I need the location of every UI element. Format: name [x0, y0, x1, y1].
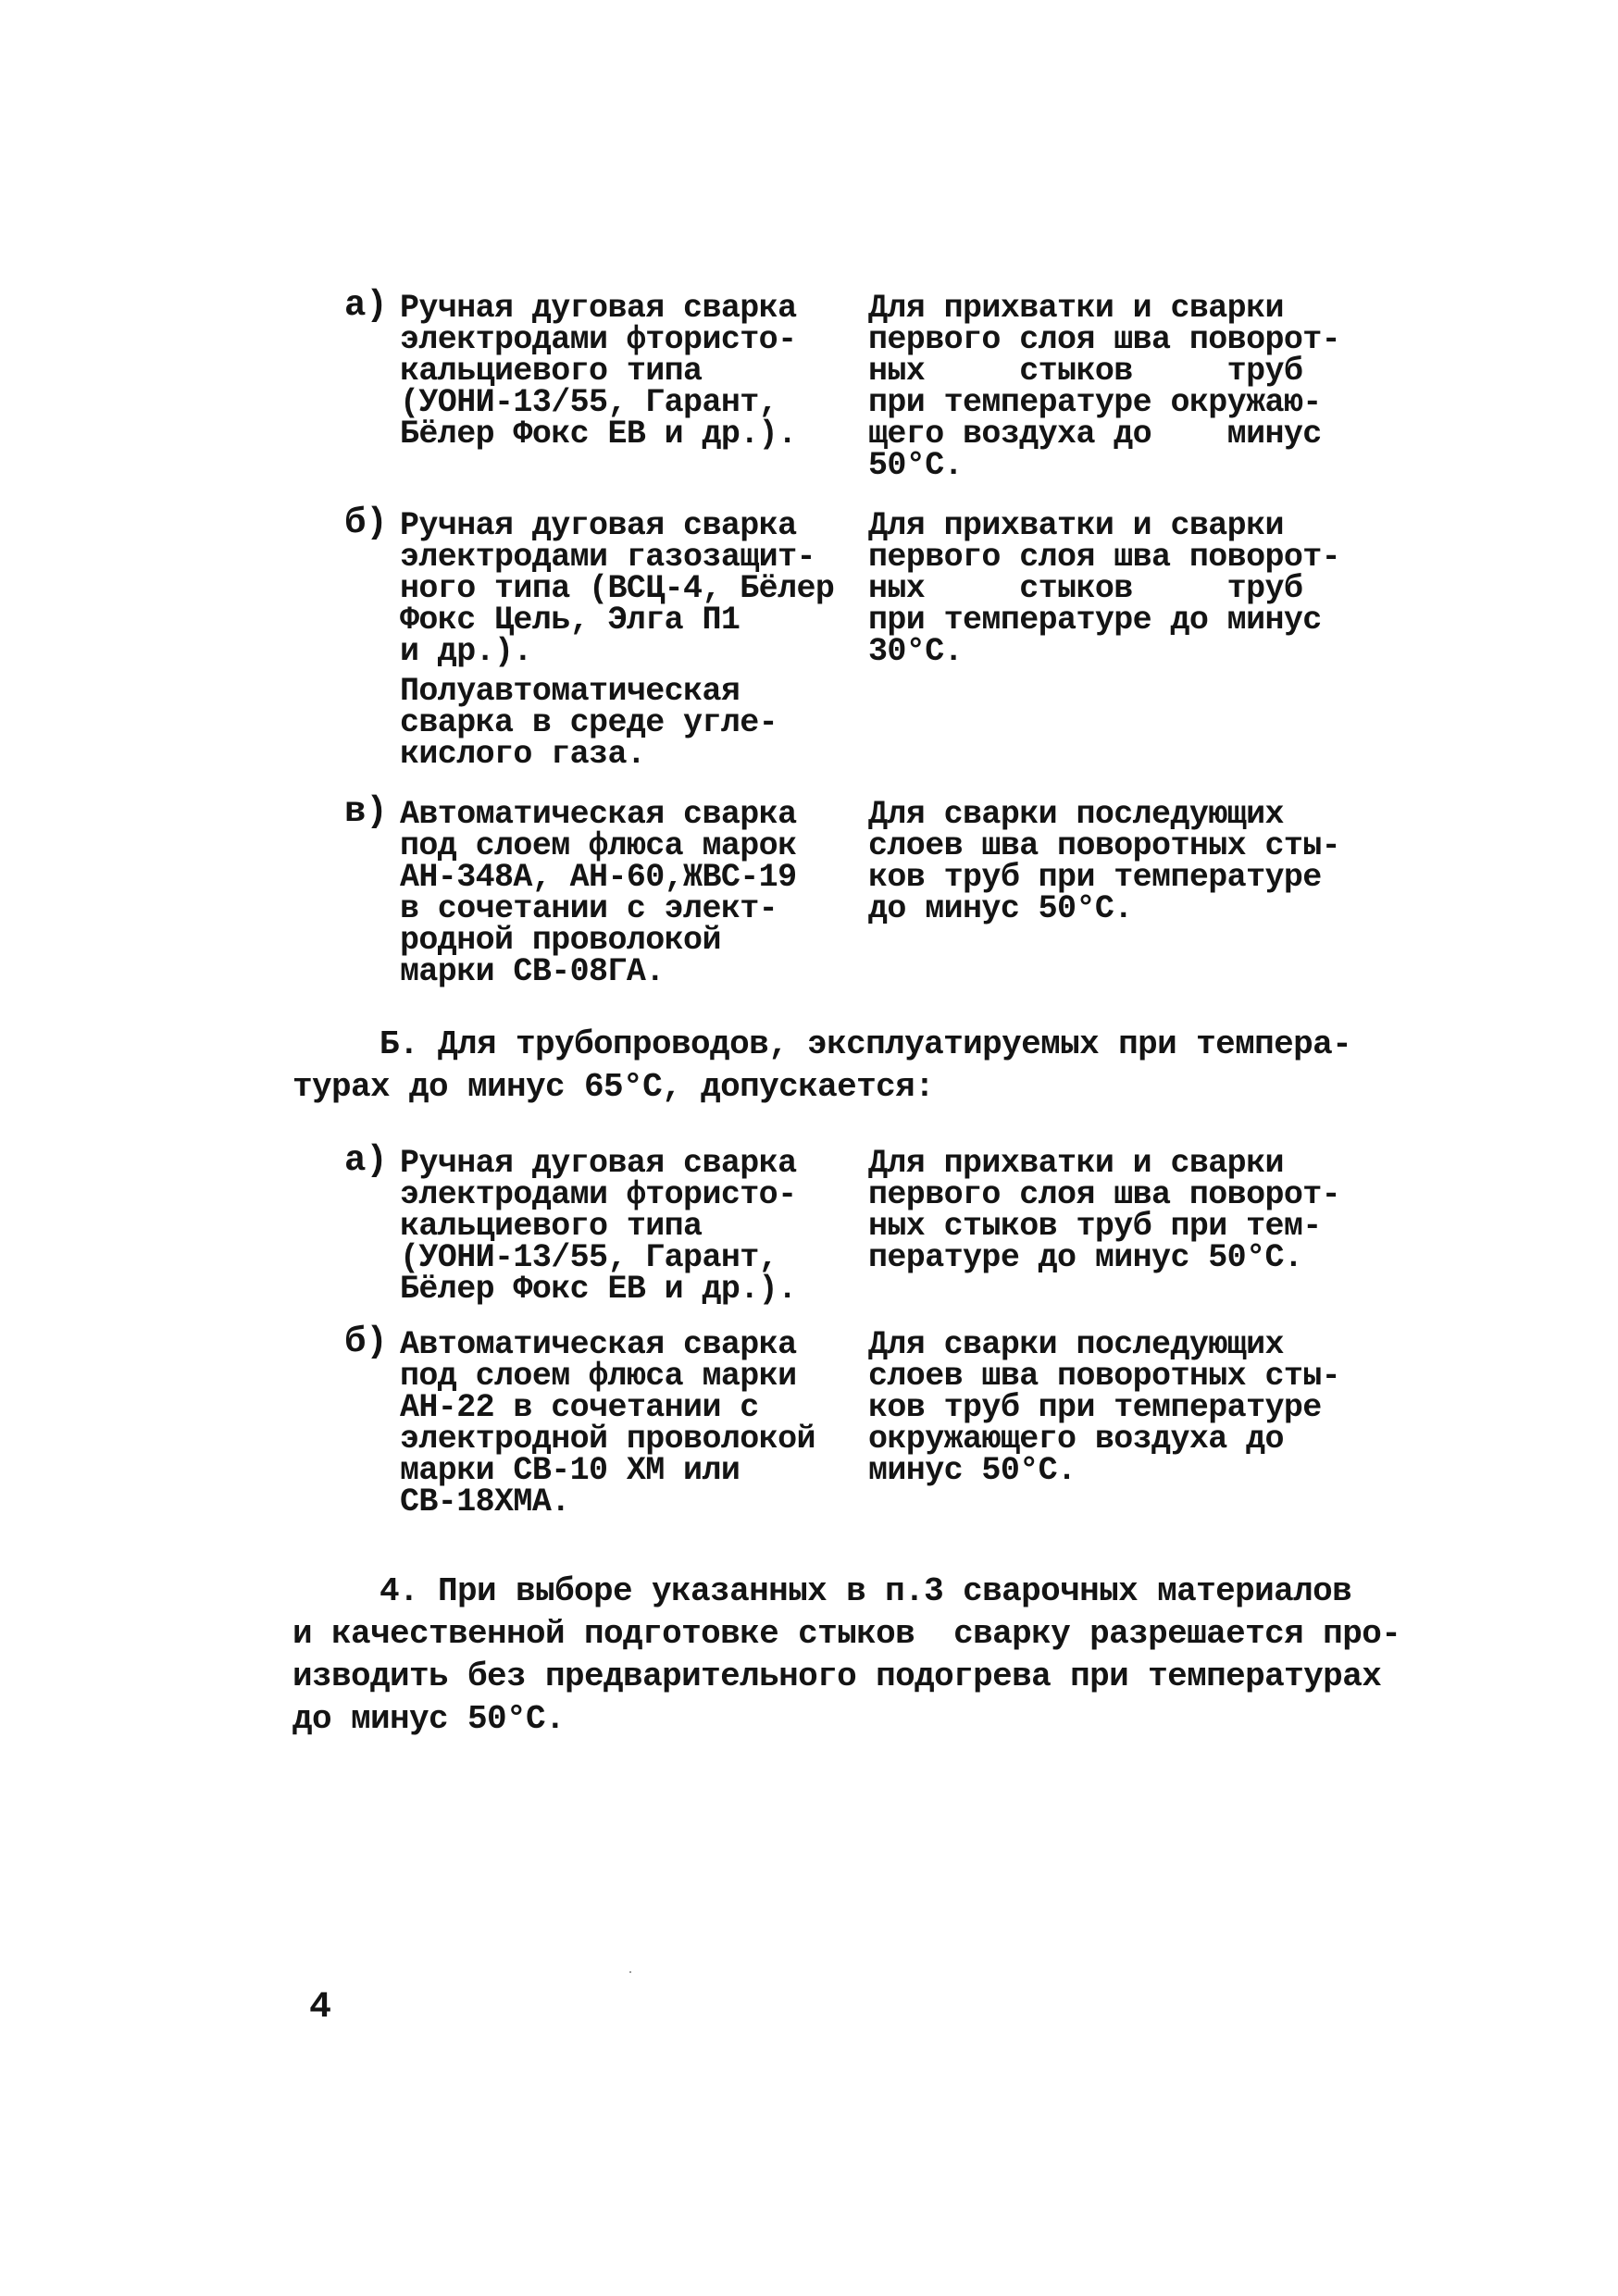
item-left-text	[400, 507, 835, 670]
text-line: до минус 50°С.	[292, 1700, 566, 1738]
section-b-intro	[292, 1024, 1351, 1109]
text-line: ных стыков труб при тем-	[868, 1208, 1322, 1245]
text-line: электродами газозащит-	[400, 539, 815, 576]
text-line: электродной проволокой	[400, 1421, 815, 1458]
text-line: родной проволокой	[400, 922, 721, 959]
text-line: 50°С.	[868, 447, 964, 484]
text-line: Б. Для трубопроводов, эксплуатируемых при темпера-	[380, 1025, 1352, 1063]
text-line: 30°С.	[868, 633, 964, 670]
item-right-text	[868, 290, 1341, 484]
text-line: Для прихватки и сварки	[868, 507, 1284, 544]
text-line: при температуре окружаю-	[868, 384, 1322, 421]
text-line: АН-22 в сочетании с	[400, 1389, 759, 1426]
item-letter: в)	[344, 791, 388, 832]
text-line: электродами фтористо-	[400, 321, 797, 358]
text-line: кальциевого типа	[400, 1208, 703, 1245]
text-line: под слоем флюса марки	[400, 1358, 797, 1395]
item-left-text	[400, 796, 797, 990]
item-left-text	[400, 1145, 797, 1308]
text-line: Для прихватки и сварки	[868, 1145, 1284, 1182]
item-right-text	[868, 796, 1341, 927]
text-line: марки СВ-08ГА.	[400, 953, 665, 990]
text-line: первого слоя шва поворот-	[868, 1176, 1341, 1213]
item-left-text	[400, 1326, 815, 1520]
text-line: Для сварки последующих	[868, 796, 1284, 833]
text-line: первого слоя шва поворот-	[868, 321, 1341, 358]
item-left-text	[400, 673, 778, 773]
text-line: (УОНИ-13/55, Гарант,	[400, 1239, 778, 1276]
text-line: кислого газа.	[400, 736, 646, 773]
text-line: Бёлер Фокс ЕВ и др.).	[400, 1271, 797, 1308]
text-line: ков труб при температуре	[868, 859, 1322, 896]
page-number: 4	[309, 1987, 332, 2029]
text-line: ков труб при температуре	[868, 1389, 1322, 1426]
text-line: при температуре до минус	[868, 602, 1322, 639]
text-line: ных стыков труб	[868, 570, 1303, 607]
text-line: сварка в среде угле-	[400, 704, 778, 741]
text-line: Полуавтоматическая	[400, 673, 741, 710]
text-line: 4. При выборе указанных в п.3 сварочных материалов	[380, 1572, 1352, 1610]
text-line: Ручная дуговая сварка	[400, 507, 797, 544]
text-line: ных стыков труб	[868, 353, 1303, 390]
paragraph-4	[292, 1570, 1400, 1741]
text-line: минус 50°С.	[868, 1452, 1077, 1489]
text-line: Фокс Цель, Элга П1	[400, 602, 741, 639]
text-line: и др.).	[400, 633, 532, 670]
text-line: Автоматическая сварка	[400, 1326, 797, 1363]
text-line: слоев шва поворотных сты-	[868, 827, 1341, 864]
text-line: СВ-18ХМА.	[400, 1483, 570, 1520]
text-line: Для сварки последующих	[868, 1326, 1284, 1363]
text-line: турах до минус 65°С, допускается:	[292, 1068, 935, 1106]
item-letter: а)	[344, 285, 388, 326]
text-line: марки СВ-10 ХМ или	[400, 1452, 741, 1489]
text-line: щего воздуха до минус	[868, 416, 1322, 453]
text-line: в сочетании с элект-	[400, 890, 778, 927]
text-line: электродами фтористо-	[400, 1176, 797, 1213]
text-line: Ручная дуговая сварка	[400, 290, 797, 327]
text-line: слоев шва поворотных сты-	[868, 1358, 1341, 1395]
text-line: АН-348А, АН-60,ЖВС-19	[400, 859, 797, 896]
text-line: Автоматическая сварка	[400, 796, 797, 833]
text-line: окружающего воздуха до	[868, 1421, 1284, 1458]
text-line: изводить без предварительного подогрева при температурах	[292, 1657, 1382, 1695]
text-line: Бёлер Фокс ЕВ и др.).	[400, 416, 797, 453]
text-line: и качественной подготовке стыков сварку разрешается про-	[292, 1615, 1401, 1653]
text-line: кальциевого типа	[400, 353, 703, 390]
item-right-text	[868, 1145, 1341, 1276]
item-letter: б)	[344, 1322, 388, 1362]
text-line: пературе до минус 50°С.	[868, 1239, 1303, 1276]
text-line: под слоем флюса марок	[400, 827, 797, 864]
item-left-text	[400, 290, 797, 453]
text-line: до минус 50°С.	[868, 890, 1133, 927]
text-line: Для прихватки и сварки	[868, 290, 1284, 327]
item-letter: а)	[344, 1140, 388, 1181]
item-letter: б)	[344, 503, 388, 543]
text-line: Ручная дуговая сварка	[400, 1145, 797, 1182]
text-line: первого слоя шва поворот-	[868, 539, 1341, 576]
text-line: (УОНИ-13/55, Гарант,	[400, 384, 778, 421]
scan-speck	[629, 1971, 631, 1973]
text-line: ного типа (ВСЦ-4, Бёлер	[400, 570, 835, 607]
item-right-text	[868, 1326, 1341, 1489]
item-right-text	[868, 507, 1341, 670]
